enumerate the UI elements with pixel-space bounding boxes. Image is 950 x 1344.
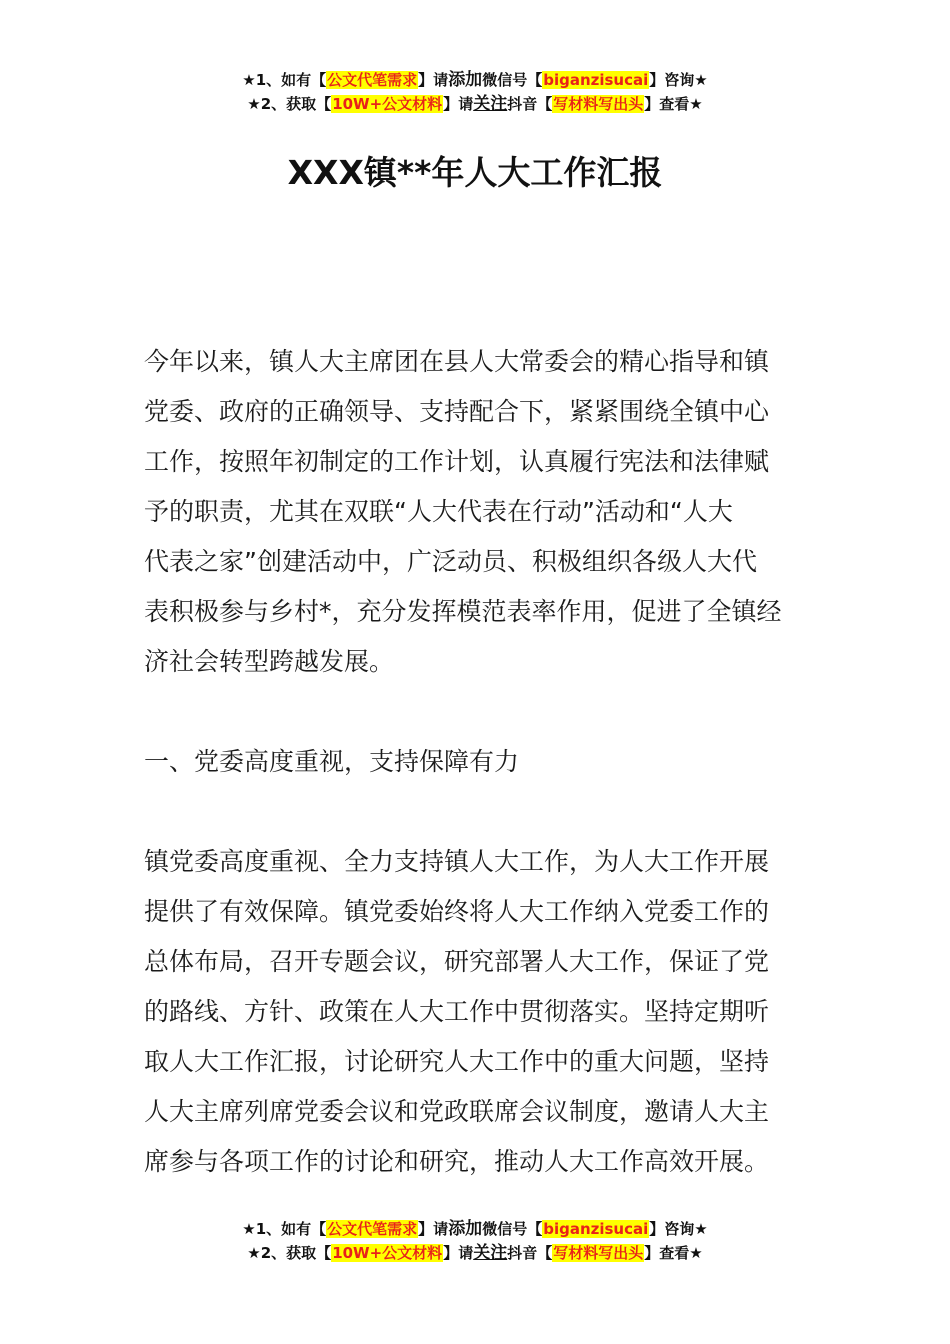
highlight-douyin-id: 写材料写出头 [553, 95, 644, 113]
text-line: 济社会转型跨越发展。 [144, 647, 395, 676]
highlight-wechat-id: biganzisucai [543, 1220, 649, 1238]
section-paragraph [144, 837, 808, 1187]
banner-line-1 [0, 68, 950, 92]
banner-text: ★2、获取【 [247, 1244, 332, 1262]
banner-text: ★1、如有【 [242, 1220, 327, 1238]
highlight-materials: 10W+公文材料 [332, 1244, 443, 1262]
banner-line-1 [0, 1217, 950, 1241]
text-line: 总体布局，召开专题会议，研究部署人大工作，保证了党 [144, 947, 770, 976]
text-line: 表积极参与乡村*，充分发挥模范表率作用，促进了全镇经 [144, 597, 782, 626]
text-line: 取人大工作汇报，讨论研究人大工作中的重大问题，坚持 [144, 1047, 770, 1076]
document-title: XXX镇**年人大工作汇报 [287, 153, 663, 192]
banner-emphasis: 添加 [448, 70, 483, 90]
banner-text: 】咨询★ [649, 1220, 708, 1238]
banner-text: 抖音【 [507, 1244, 553, 1262]
text-line: 席参与各项工作的讨论和研究，推动人大工作高效开展。 [144, 1147, 770, 1176]
banner-emphasis: 添加 [448, 1219, 483, 1239]
banner-text: 】请 [443, 95, 474, 113]
highlight-materials: 10W+公文材料 [332, 95, 443, 113]
banner-text: 】请 [418, 1220, 449, 1238]
banner-emphasis: 关注 [473, 94, 508, 114]
banner-text: 】请 [443, 1244, 474, 1262]
banner-text: 微信号【 [482, 1220, 543, 1238]
highlight-service: 公文代笔需求 [327, 1220, 418, 1238]
banner-text: 】查看★ [644, 95, 703, 113]
highlight-wechat-id: biganzisucai [543, 71, 649, 89]
banner-text: 】咨询★ [649, 71, 708, 89]
banner-text: 微信号【 [482, 71, 543, 89]
highlight-service: 公文代笔需求 [327, 71, 418, 89]
banner-text: 】查看★ [644, 1244, 703, 1262]
section-heading: 一、党委高度重视，支持保障有力 [144, 747, 520, 776]
banner-text: ★2、获取【 [247, 95, 332, 113]
banner-text: 抖音【 [507, 95, 553, 113]
text-line: 提供了有效保障。镇党委始终将人大工作纳入党委工作的 [144, 897, 770, 926]
text-line: 代表之家”创建活动中，广泛动员、积极组织各级人大代 [144, 547, 757, 576]
banner-line-2 [0, 92, 950, 116]
banner-text: 】请 [418, 71, 449, 89]
text-line: 党委、政府的正确领导、支持配合下，紧紧围绕全镇中心 [144, 397, 770, 426]
text-line: 镇党委高度重视、全力支持镇人大工作，为人大工作开展 [144, 847, 770, 876]
highlight-douyin-id: 写材料写出头 [553, 1244, 644, 1262]
top-banner [0, 68, 950, 116]
text-line: 今年以来，镇人大主席团在县人大常委会的精心指导和镇 [144, 347, 770, 376]
bottom-banner [0, 1217, 950, 1265]
banner-line-2 [0, 1241, 950, 1265]
banner-emphasis: 关注 [473, 1243, 508, 1263]
banner-text: ★1、如有【 [242, 71, 327, 89]
text-line: 予的职责，尤其在双联“人大代表在行动”活动和“人大 [144, 497, 733, 526]
text-line: 工作，按照年初制定的工作计划，认真履行宪法和法律赋 [144, 447, 770, 476]
text-line: 人大主席列席党委会议和党政联席会议制度，邀请人大主 [144, 1097, 770, 1126]
text-line: 的路线、方针、政策在人大工作中贯彻落实。坚持定期听 [144, 997, 770, 1026]
intro-paragraph [144, 337, 808, 687]
